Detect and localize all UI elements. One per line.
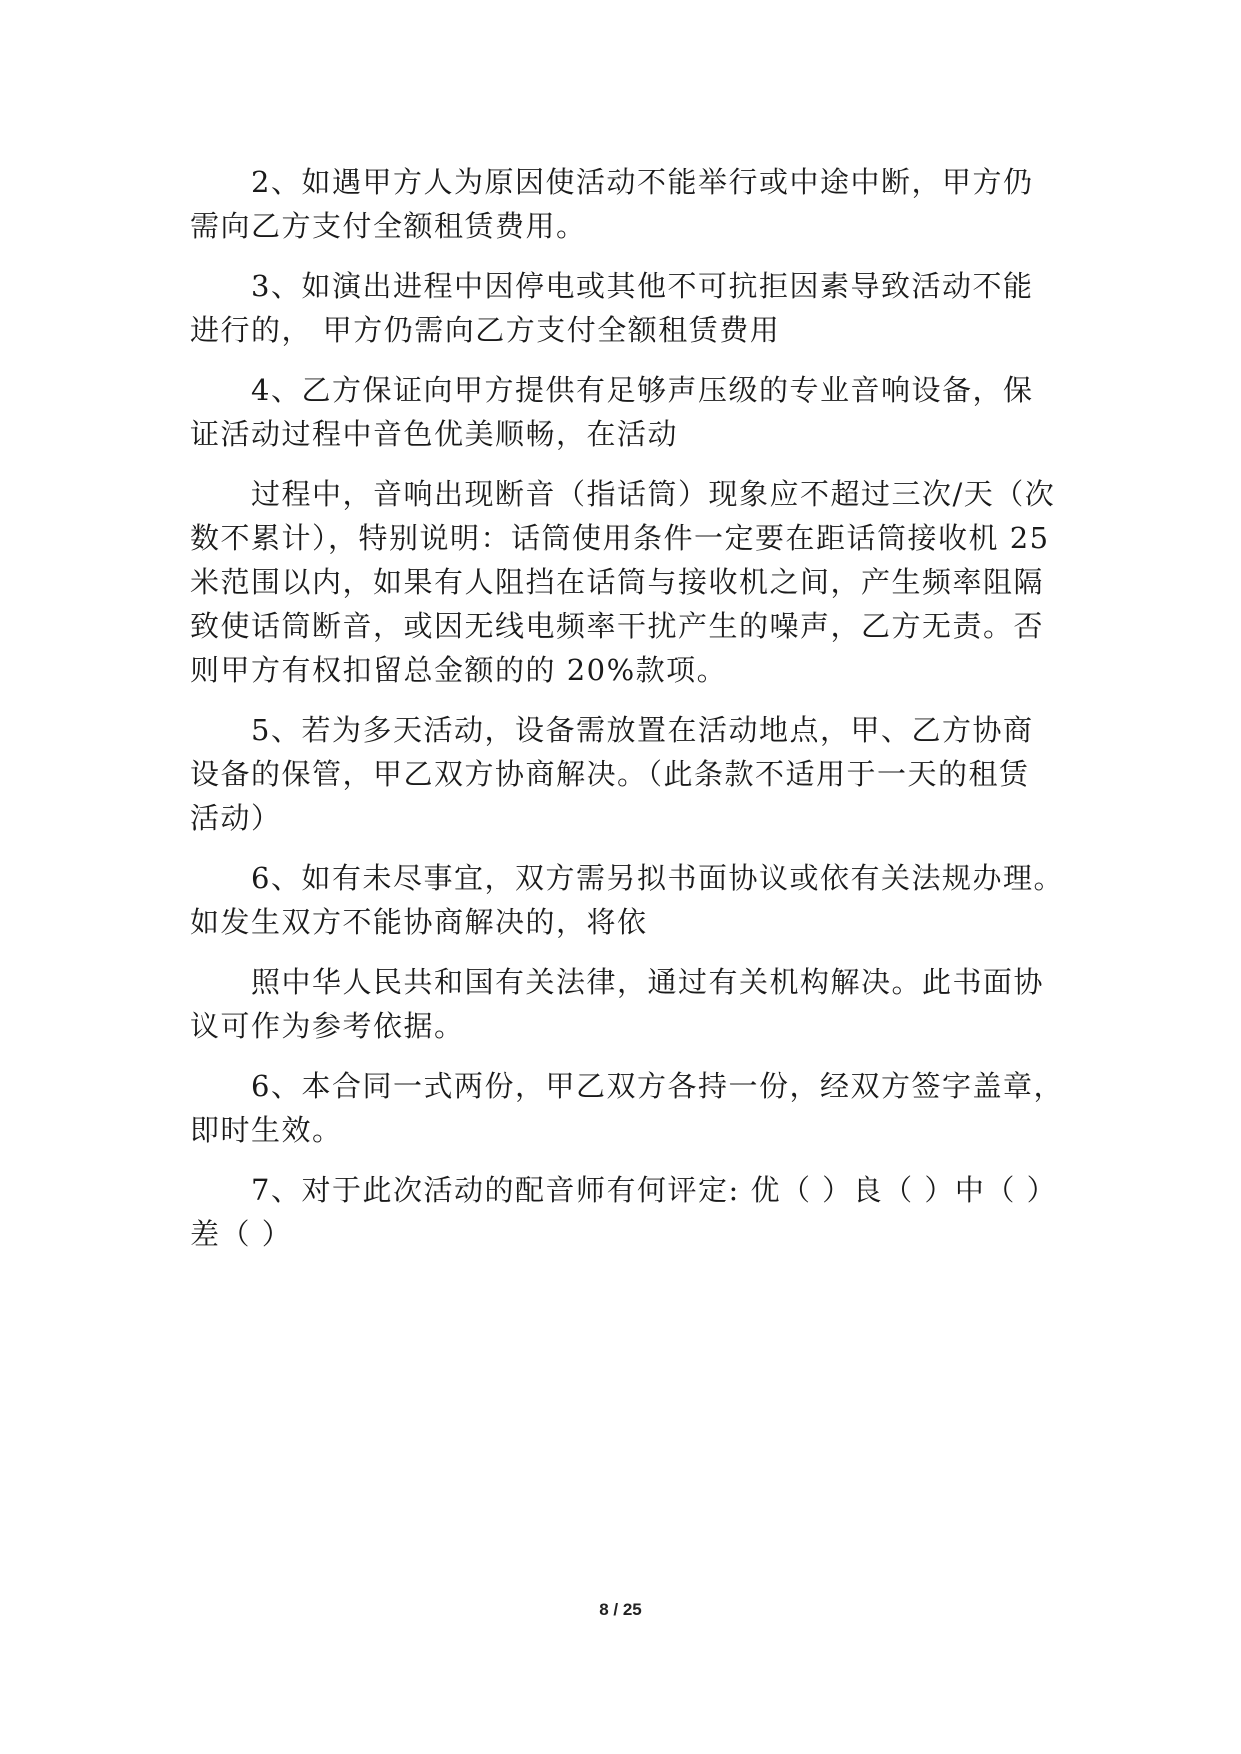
text-line: 差（ ）	[190, 1217, 293, 1251]
clause-4-continued	[190, 472, 1060, 692]
page-number: 8 / 25	[599, 1600, 642, 1619]
text-line: 米范围以内，如果有人阻挡在话筒与接收机之间，产生频率阻隔	[190, 565, 1045, 599]
clause-6b	[190, 1064, 1064, 1152]
text-line: 即时生效。	[190, 1113, 343, 1147]
text-line: 进行的， 甲方仍需向乙方支付全额租赁费用	[190, 313, 781, 347]
clause-6-continued	[190, 960, 1060, 1048]
text-line: 2、如遇甲方人为原因使活动不能举行或中途中断，甲方仍	[251, 165, 1034, 199]
text-line: 5、若为多天活动，设备需放置在活动地点，甲、乙方协商	[251, 713, 1034, 747]
text-line: 致使话筒断音，或因无线电频率干扰产生的噪声，乙方无责。否	[190, 609, 1045, 643]
text-line: 设备的保管，甲乙双方协商解决。（此条款不适用于一天的租赁	[190, 757, 1030, 791]
text-line: 照中华人民共和国有关法律，通过有关机构解决。此书面协	[251, 965, 1045, 999]
clause-2	[190, 160, 1060, 248]
clause-5	[190, 708, 1060, 840]
text-line: 需向乙方支付全额租赁费用。	[190, 209, 587, 243]
text-line: 议可作为参考依据。	[190, 1009, 465, 1043]
text-line: 6、如有未尽事宜，双方需另拟书面协议或依有关法规办理。	[251, 861, 1064, 895]
clause-4	[190, 368, 1060, 456]
text-line: 7、对于此次活动的配音师有何评定: 优（ ）良（ ）中（ ）	[251, 1173, 1058, 1207]
text-line: 数不累计），特别说明：话筒使用条件一定要在距话筒接收机 25	[190, 521, 1050, 555]
text-line: 4、乙方保证向甲方提供有足够声压级的专业音响设备，保	[251, 373, 1034, 407]
text-line: 则甲方有权扣留总金额的的 20%款项。	[190, 653, 728, 687]
text-line: 如发生双方不能协商解决的，将依	[190, 905, 648, 939]
document-body	[190, 160, 1064, 1256]
text-line: 活动）	[190, 801, 282, 835]
text-line: 6、本合同一式两份，甲乙双方各持一份，经双方签字盖章，	[251, 1069, 1064, 1103]
clause-6	[190, 856, 1064, 944]
clause-7	[190, 1168, 1060, 1256]
text-line: 3、如演出进程中因停电或其他不可抗拒因素导致活动不能	[251, 269, 1034, 303]
text-line: 过程中，音响出现断音（指话筒）现象应不超过三次/天（次	[251, 477, 1056, 511]
text-line: 证活动过程中音色优美顺畅，在活动	[190, 417, 679, 451]
clause-3	[190, 264, 1060, 352]
